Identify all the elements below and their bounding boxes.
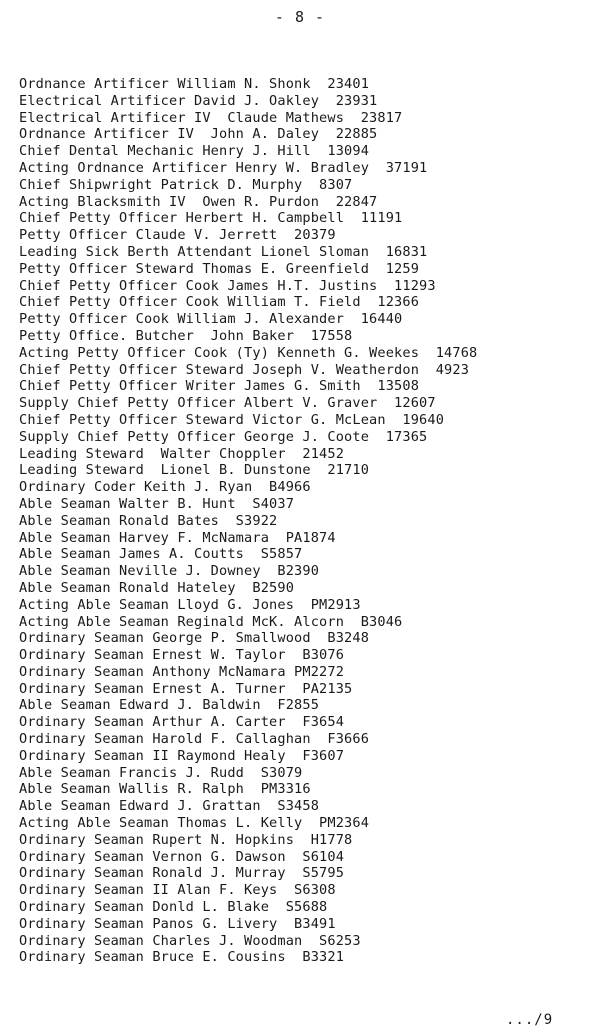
list-item: Ordnance Artificer IV John A. Daley 22885 — [19, 126, 378, 143]
list-item: Able Seaman Wallis R. Ralph PM3316 — [19, 781, 311, 798]
list-item: Chief Petty Officer Steward Victor G. McLean 19640 — [19, 411, 445, 428]
list-item: Acting Able Seaman Thomas L. Kelly PM2364 — [19, 815, 370, 832]
list-item: Ordinary Seaman Ernest A. Turner PA2135 — [19, 680, 353, 697]
list-item: Ordinary Seaman II Alan F. Keys S6308 — [19, 882, 336, 899]
personnel-list — [19, 76, 477, 966]
continuation-marker: .../9 — [506, 1012, 554, 1028]
list-item: Chief Shipwright Patrick D. Murphy 8307 — [19, 176, 353, 193]
list-item: Ordinary Seaman Bruce E. Cousins B3321 — [19, 949, 345, 966]
list-item: Ordnance Artificer William N. Shonk 23401 — [19, 76, 370, 92]
list-item: Petty Officer Cook William J. Alexander 16440 — [19, 311, 403, 328]
list-item: Supply Chief Petty Officer George J. Coote 17365 — [19, 428, 428, 445]
list-item: Ordinary Seaman Ronald J. Murray S5795 — [19, 865, 345, 882]
list-item: Ordinary Seaman Panos G. Livery B3491 — [19, 915, 336, 932]
list-item: Ordinary Coder Keith J. Ryan B4966 — [19, 479, 311, 496]
list-item: Acting Able Seaman Lloyd G. Jones PM2913 — [19, 596, 361, 613]
list-item: Acting Petty Officer Cook (Ty) Kenneth G. Weekes 14768 — [19, 344, 478, 361]
list-item: Able Seaman Ronald Hateley B2590 — [19, 579, 295, 596]
list-item: Acting Blacksmith IV Owen R. Purdon 22847 — [19, 193, 378, 210]
list-item: Able Seaman Walter B. Hunt S4037 — [19, 495, 295, 512]
list-item: Electrical Artificer David J. Oakley 23931 — [19, 92, 378, 109]
list-item: Supply Chief Petty Officer Albert V. Graver 12607 — [19, 395, 436, 412]
list-item: Ordinary Seaman Vernon G. Dawson S6104 — [19, 848, 345, 865]
list-item: Able Seaman Edward J. Grattan S3458 — [19, 798, 320, 815]
list-item: Chief Petty Officer Cook William T. Field 12366 — [19, 294, 420, 311]
list-item: Able Seaman Harvey F. McNamara PA1874 — [19, 529, 336, 546]
list-item: Chief Petty Officer Writer James G. Smith 13508 — [19, 378, 420, 395]
list-item: Leading Steward Lionel B. Dunstone 21710 — [19, 462, 370, 479]
list-item: Ordinary Seaman Harold F. Callaghan F3666 — [19, 731, 370, 748]
list-item: Ordinary Seaman Arthur A. Carter F3654 — [19, 714, 345, 731]
list-item: Chief Dental Mechanic Henry J. Hill 13094 — [19, 143, 370, 160]
list-item: Acting Able Seaman Reginald McK. Alcorn B3046 — [19, 613, 403, 630]
list-item: Chief Petty Officer Cook James H.T. Justins 11293 — [19, 277, 436, 294]
list-item: Ordinary Seaman II Raymond Healy F3607 — [19, 747, 345, 764]
list-item: Electrical Artificer IV Claude Mathews 23817 — [19, 109, 403, 126]
list-item: Petty Officer Steward Thomas E. Greenfield 1259 — [19, 260, 420, 277]
list-item: Ordinary Seaman Donld L. Blake S5688 — [19, 899, 328, 916]
list-item: Able Seaman Neville J. Downey B2390 — [19, 563, 320, 580]
list-item: Ordinary Seaman Charles J. Woodman S6253 — [19, 932, 361, 949]
list-item: Ordinary Seaman Anthony McNamara PM2272 — [19, 663, 345, 680]
list-item: Able Seaman James A. Coutts S5857 — [19, 546, 303, 563]
list-item: Acting Ordnance Artificer Henry W. Bradley 37191 — [19, 159, 428, 176]
list-item: Chief Petty Officer Steward Joseph V. Weatherdon 4923 — [19, 361, 470, 378]
list-item: Leading Sick Berth Attendant Lionel Sloman 16831 — [19, 243, 428, 260]
list-item: Petty Office. Butcher John Baker 17558 — [19, 327, 353, 344]
list-item: Chief Petty Officer Herbert H. Campbell 11191 — [19, 210, 403, 227]
list-item: Able Seaman Edward J. Baldwin F2855 — [19, 697, 320, 714]
list-item: Petty Officer Claude V. Jerrett 20379 — [19, 227, 336, 244]
list-item: Ordinary Seaman Rupert N. Hopkins H1778 — [19, 831, 353, 848]
list-item: Able Seaman Francis J. Rudd S3079 — [19, 764, 303, 781]
list-item: Ordinary Seaman Ernest W. Taylor B3076 — [19, 647, 345, 664]
list-item: Leading Steward Walter Choppler 21452 — [19, 445, 345, 462]
list-item: Able Seaman Ronald Bates S3922 — [19, 512, 278, 529]
page-number: - 8 - — [274, 8, 326, 26]
list-item: Ordinary Seaman George P. Smallwood B3248 — [19, 630, 370, 647]
